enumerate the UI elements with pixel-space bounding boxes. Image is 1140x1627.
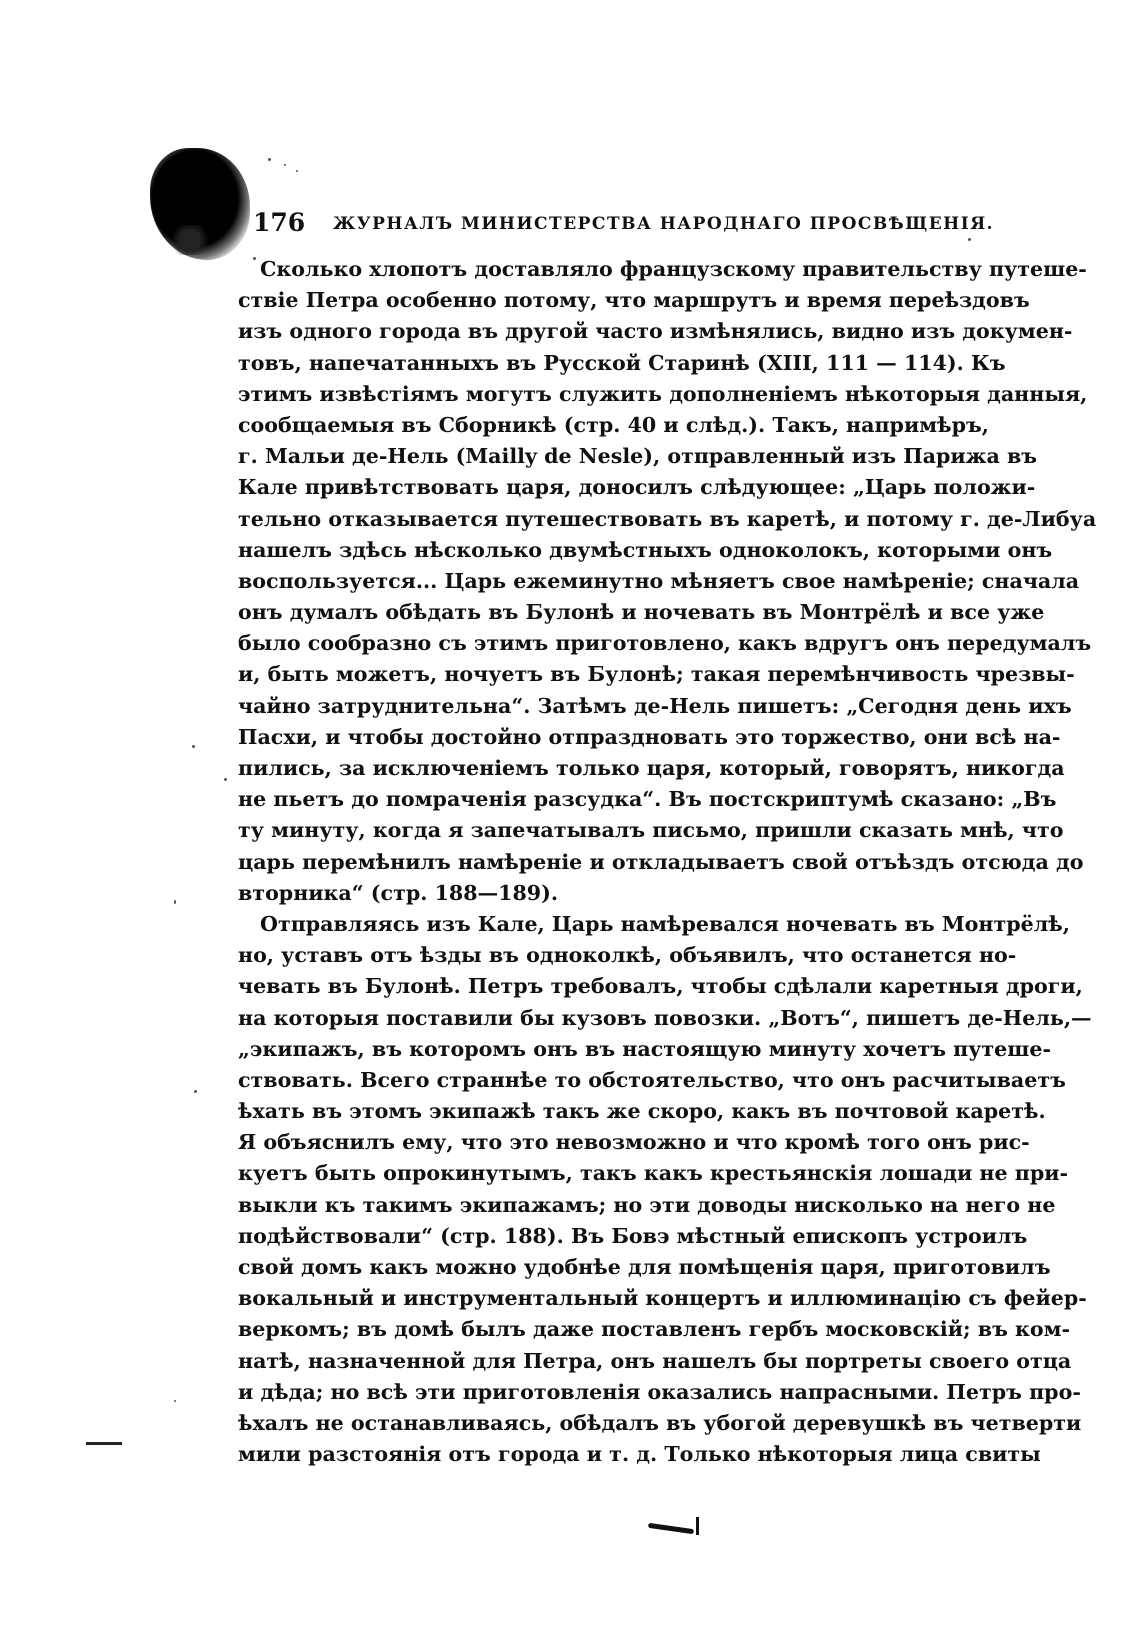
text-line: Отправляясь изъ Кале, Царь намѣревался ночевать въ Монтрёлѣ, <box>260 911 1070 936</box>
text-line: Кале привѣтствовать царя, доносилъ слѣдующее: „Царь положи- <box>238 475 1036 500</box>
text-line: вокальный и инструментальный концертъ и иллюминацію съ фейер- <box>238 1286 1087 1311</box>
text-line: ѣхать въ этомъ экипажѣ такъ же скоро, какъ въ почтовой каретѣ. <box>238 1099 1046 1124</box>
text-line: изъ одного города въ другой часто измѣнялись, видно изъ докумен- <box>238 319 1073 344</box>
text-line: онъ думалъ обѣдать въ Булонѣ и ночевать въ Монтрёлѣ и все уже <box>238 600 1045 625</box>
text-line: этимъ извѣстіямъ могутъ служить дополненіемъ нѣкоторыя данныя, <box>238 381 1088 406</box>
text-line: веркомъ; въ домѣ былъ даже поставленъ гербъ московскій; въ ком- <box>238 1317 1071 1342</box>
text-line: ту минуту, когда я запечатывалъ письмо, пришли сказать мнѣ, что <box>238 818 1064 843</box>
text-line: сообщаемыя въ Сборникѣ (стр. 40 и слѣд.). Такъ, напримѣръ, <box>238 412 989 437</box>
text-line: тельно отказывается путешествовать въ каретѣ, и потому г. де-Либуа <box>238 506 1097 531</box>
text-line: воспользуется... Царь ежеминутно мѣняетъ свое намѣреніе; сначала <box>238 568 1080 593</box>
text-line: выкли къ такимъ экипажамъ; но эти доводы нисколько на него не <box>238 1192 1056 1217</box>
text-line: натѣ, назначенной для Петра, онъ нашелъ бы портреты своего отца <box>238 1348 1072 1373</box>
text-line: ствовать. Всего страннѣе то обстоятельство, что онъ расчитываетъ <box>238 1067 1066 1092</box>
text-line: свой домъ какъ можно удобнѣе для помѣщенія царя, приготовилъ <box>238 1255 1051 1279</box>
text-line: Сколько хлопотъ доставляло французскому правительству путеше- <box>260 257 1087 281</box>
speck <box>296 170 298 172</box>
text-line: подѣйствовали“ (стр. 188). Въ Бовэ мѣстный епископъ устроилъ <box>238 1223 1028 1248</box>
text-line: было сообразно съ этимъ приготовлено, какъ вдругъ онъ передумалъ <box>238 631 1092 656</box>
margin-dash <box>86 1442 122 1445</box>
ink-smudge <box>170 225 210 255</box>
running-title: ЖУРНАЛЪ МИНИСТЕРСТВА НАРОДНАГО ПРОСВѢЩЕНІЯ. <box>333 214 995 234</box>
ink-stroke <box>648 1523 694 1534</box>
text-line: пились, за исключеніемъ только царя, который, говорятъ, никогда <box>238 756 1065 780</box>
text-line: вторника“ (стр. 188—189). <box>238 880 559 905</box>
text-line: мили разстоянія отъ города и т. д. Только нѣкоторыя лица свиты <box>238 1442 1041 1467</box>
speck <box>268 158 271 161</box>
text-line: на которыя поставили бы кузовъ повозки. „Вотъ“, пишетъ де-Нель,— <box>238 1005 1092 1030</box>
text-line: чайно затруднительна“. Затѣмъ де-Нель пишетъ: „Сегодня день ихъ <box>238 693 1072 718</box>
page-number: 176 <box>253 208 306 237</box>
text-line: ѣхалъ не останавливаясь, обѣдалъ въ убогой деревушкѣ въ четверти <box>238 1410 1082 1435</box>
page-header <box>253 208 995 248</box>
ink-stroke <box>696 1517 699 1535</box>
text-line: и, быть можетъ, ночуетъ въ Булонѣ; такая перемѣнчивость чрезвы- <box>238 662 1075 687</box>
speck <box>174 900 176 904</box>
text-line: но, уставъ отъ ѣзды въ одноколкѣ, объявилъ, что останется но- <box>238 943 1017 968</box>
text-line: царь перемѣнилъ намѣреніе и откладываетъ свой отъѣздъ отсюда до <box>238 849 1084 874</box>
text-line: ствіе Петра особенно потому, что маршрутъ и время переѣздовъ <box>238 288 1030 313</box>
body-text <box>238 254 1097 1470</box>
text-line: куетъ быть опрокинутымъ, такъ какъ крестьянскія лошади не при- <box>238 1161 1069 1186</box>
text-line: не пьетъ до помраченія разсудка“. Въ постскриптумѣ сказано: „Въ <box>238 787 1057 812</box>
text-line: нашелъ здѣсь нѣсколько двумѣстныхъ одноколокъ, которыми онъ <box>238 537 1053 562</box>
speck <box>192 745 195 748</box>
text-line: Пасхи, и чтобы достойно отпраздновать это торжество, они всѣ на- <box>238 724 1061 749</box>
speck <box>194 1090 197 1093</box>
text-line: и дѣда; но всѣ эти приготовленія оказались напрасными. Петръ про- <box>238 1379 1081 1404</box>
text-line: чевать въ Булонѣ. Петръ требовалъ, чтобы сдѣлали каретныя дроги, <box>238 974 1083 999</box>
text-line: г. Мальи де-Нель (Mailly de Nesle), отправленный изъ Парижа въ <box>238 444 1038 469</box>
text-line: „экипажъ, въ которомъ онъ въ настоящую минуту хочетъ путеше- <box>238 1036 1052 1061</box>
speck <box>224 778 227 781</box>
speck <box>174 1400 176 1402</box>
text-line: товъ, напечатанныхъ въ Русской Старинѣ (XIII, 111 — 114). Къ <box>238 350 1006 375</box>
text-line: Я объяснилъ ему, что это невозможно и что кромѣ того онъ рис- <box>238 1130 1030 1155</box>
speck <box>284 164 286 166</box>
